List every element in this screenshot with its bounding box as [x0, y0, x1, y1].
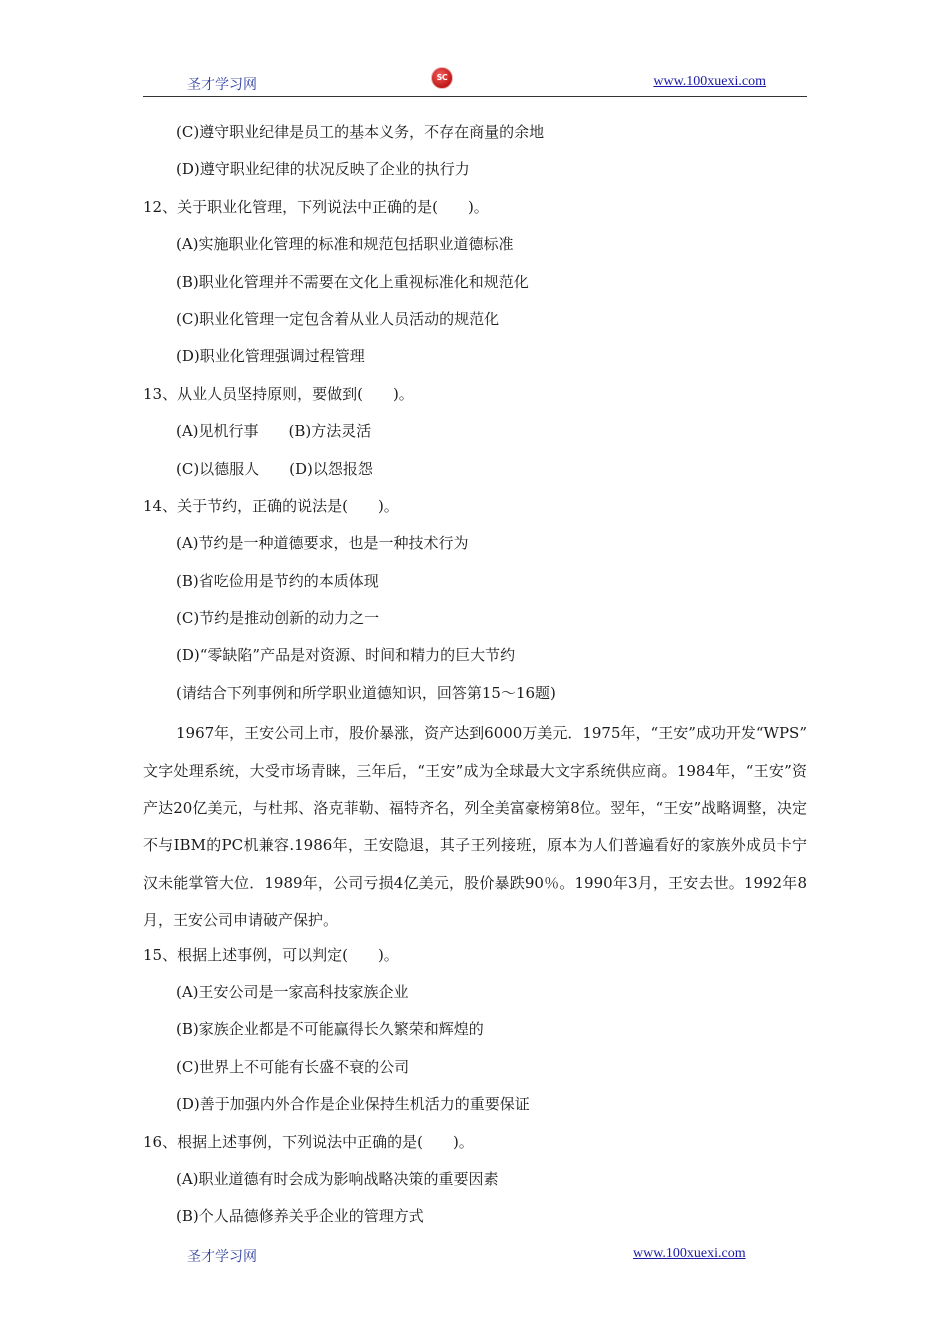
- answer-option: (C)职业化管理一定包含着从业人员活动的规范化: [176, 309, 500, 328]
- answer-option: (D)善于加强内外合作是企业保持生机活力的重要保证: [176, 1095, 530, 1114]
- answer-option: (D)职业化管理强调过程管理: [176, 347, 365, 366]
- answer-option: (C)遵守职业纪律是员工的基本义务，不存在商量的余地: [176, 123, 545, 141]
- answer-option: (D)遵守职业纪律的状况反映了企业的执行力: [176, 160, 470, 179]
- footer-site-url-link[interactable]: www.100xuexi.com: [633, 1246, 746, 1261]
- answer-option: (B)职业化管理并不需要在文化上重视标准化和规范化: [176, 272, 529, 291]
- page-header: [143, 66, 807, 97]
- question-stem: 13、从业人员坚持原则，要做到( )。: [143, 384, 414, 403]
- sc-logo-icon: [431, 67, 453, 89]
- answer-option: (A)节约是一种道德要求，也是一种技术行为: [176, 534, 469, 553]
- header-site-name: 圣才学习网: [187, 77, 257, 93]
- answer-option: (B)家族企业都是不可能赢得长久繁荣和辉煌的: [176, 1020, 484, 1039]
- case-passage: 1967年，王安公司上市，股价暴涨，资产达到6000万美元．1975年，“王安”成功开发“WPS” 文字处理系统，大受市场青睐，三年后，“王安”成为全球最大文字系统供应商。1984年，“王安”资产达20亿美元，与杜邦、洛克菲勒、福特齐名，列全美富豪榜第8位。翌年，“王安”战略调整，决定不与IBM的PC机兼容.1986年，王安隐退，其子王列接班，原本为人们普遍看好的家族外成员卡宁汉未能掌管大位．1989年，公司亏损4亿美元，股价暴跌90％。1990年3月，王安去世。1992年8月，王安公司申请破产保护。: [143, 724, 807, 930]
- header-site-url-link[interactable]: www.100xuexi.com: [653, 74, 766, 89]
- footer-site-name: 圣才学习网: [187, 1249, 257, 1265]
- answer-option: (C)世界上不可能有长盛不衰的公司: [176, 1057, 410, 1076]
- answer-option: (A)见机行事 (B)方法灵活: [176, 422, 372, 441]
- answer-option: (B)个人品德修养关乎企业的管理方式: [176, 1207, 424, 1226]
- page-footer: [0, 1240, 950, 1270]
- answer-option: (请结合下列事例和所学职业道德知识，回答第15～16题): [176, 683, 556, 702]
- questions-11-14: [143, 117, 807, 715]
- logo-text: SC: [436, 73, 448, 82]
- document-body: [143, 117, 807, 1239]
- question-stem: 12、关于职业化管理，下列说法中正确的是( )。: [143, 197, 489, 216]
- answer-option: (A)职业道德有时会成为影响战略决策的重要因素: [176, 1170, 499, 1189]
- answer-option: (D)“零缺陷”产品是对资源、时间和精力的巨大节约: [176, 646, 516, 665]
- answer-option: (A)实施职业化管理的标准和规范包括职业道德标准: [176, 235, 514, 254]
- question-stem: 16、根据上述事例，下列说法中正确的是( )。: [143, 1132, 474, 1151]
- questions-15-16: [143, 940, 807, 1239]
- question-stem: 14、关于节约，正确的说法是( )。: [143, 496, 399, 515]
- answer-option: (C)节约是推动创新的动力之一: [176, 609, 380, 628]
- answer-option: (C)以德服人 (D)以怨报怨: [176, 459, 373, 478]
- answer-option: (A)王安公司是一家高科技家族企业: [176, 983, 409, 1002]
- question-stem: 15、根据上述事例，可以判定( )。: [143, 945, 399, 964]
- answer-option: (B)省吃俭用是节约的本质体现: [176, 571, 379, 590]
